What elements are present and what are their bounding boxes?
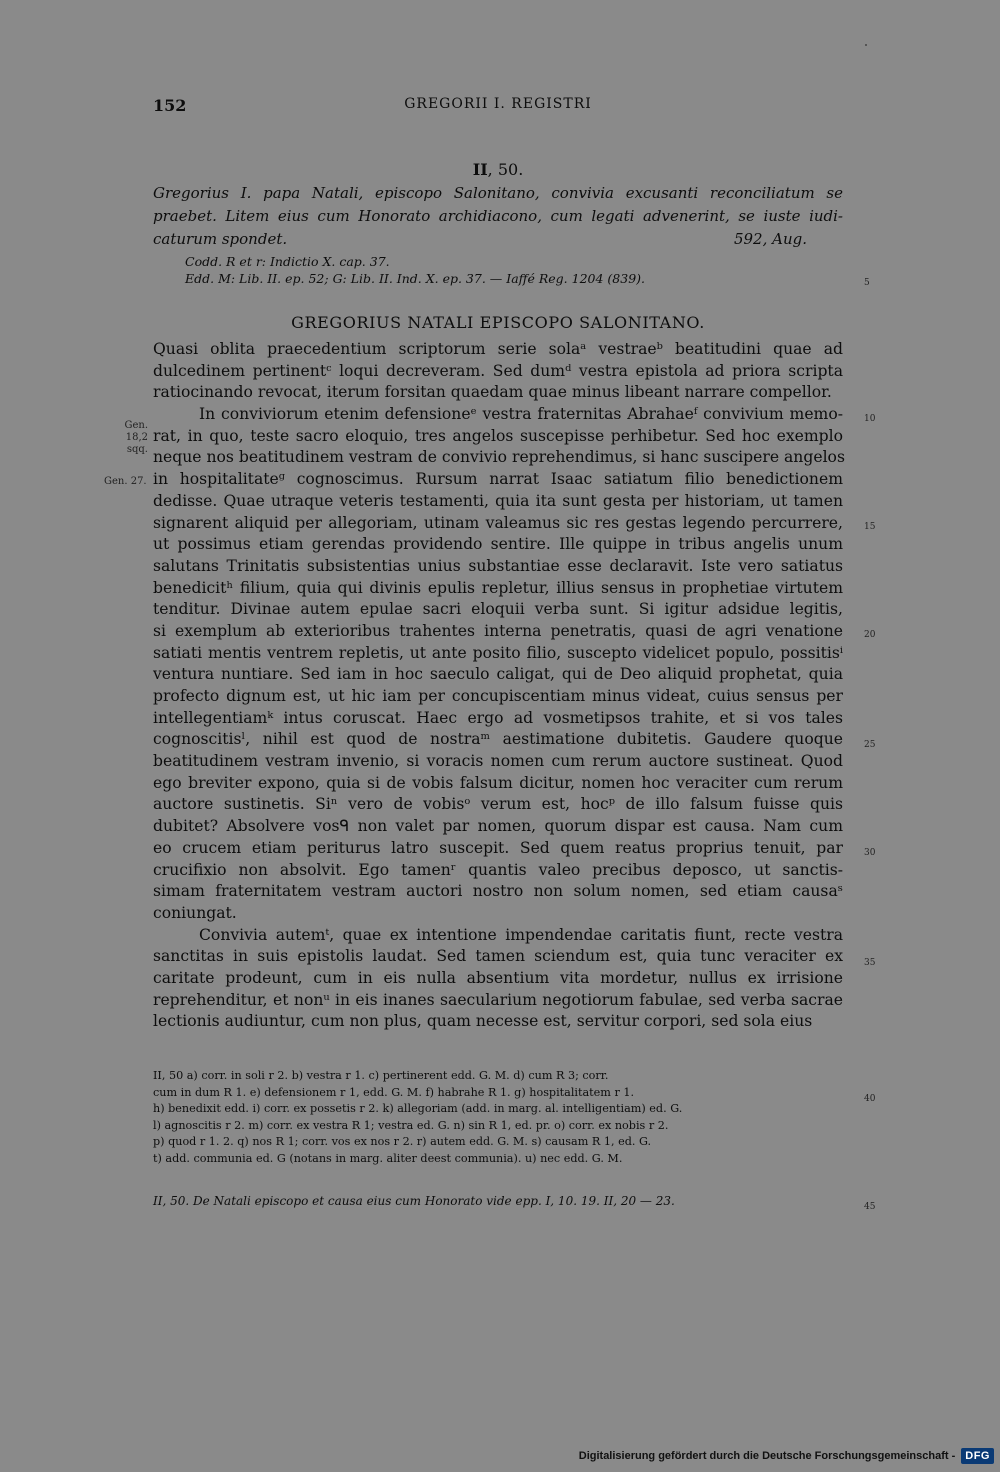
editions-line: Edd. M: Lib. II. ep. 52; G: Lib. II. Ind. X. ep. 37. — Iaffé Reg. 1204 (839). — [185, 271, 646, 286]
body-line: cognoscitisˡ, nihil est quod de nostraᵐ aestimatione dubitetis. Gaudere quoque — [153, 730, 843, 749]
epistle-book: II — [472, 160, 488, 179]
line-number: 5 — [864, 278, 870, 288]
body-line: coniungat. — [153, 903, 237, 922]
body-line: neque nos beatitudinem vestram de convivio reprehendimus, si hanc suscipere angelos — [153, 448, 845, 467]
line-number: 40 — [864, 1094, 876, 1104]
body-line: sanctitas in suis epistolis laudat. Sed tamen sciendum est, quia tunc veraciter ex — [153, 947, 843, 966]
critical-apparatus — [153, 1068, 843, 1167]
apparatus-line: p) quod r 1. 2. q) nos R 1; corr. vos ex nos r 2. r) autem edd. G. M. s) causam R 1, ed. G. — [153, 1135, 652, 1148]
body-line: ut possimus etiam gerendas providendo sentire. Ille quippe in tribus angelis unum — [153, 535, 843, 554]
summary-line-text: caturum spondet. — [153, 230, 288, 248]
body-line: in hospitalitateᵍ cognoscimus. Rursum narrat Isaac satiatum filio benedictionem — [153, 470, 843, 489]
body-line: In conviviorum etenim defensioneᵉ vestra fraternitas Abrahaeᶠ convivium memo- — [199, 405, 843, 424]
line-number: 45 — [864, 1202, 876, 1212]
running-title: GREGORII I. REGISTRI — [404, 96, 592, 112]
body-line: tenditur. Divinae autem epulae sacri eloquii verba sunt. Si igitur adsidue legitis, — [153, 600, 843, 619]
body-line: ventura nuntiare. Sed iam in hoc saeculo caligat, qui de Deo aliquid prophetat, quia — [153, 665, 843, 684]
body-line: ego breviter expono, quia si de vobis falsum dicitur, nomen hoc veraciter cum rerum — [153, 773, 843, 792]
line-number: 10 — [864, 414, 876, 424]
apparatus-line: II, 50 a) corr. in soli r 2. b) vestra r 1. c) pertinerent edd. G. M. d) cum R 3; corr. — [153, 1069, 609, 1082]
line-number: 35 — [864, 958, 876, 968]
body-line: Quasi oblita praecedentium scriptorum serie solaᵃ vestraeᵇ beatitudini quae ad — [153, 340, 843, 358]
credit-text: Digitalisierung gefördert durch die Deutsche Forschungsgemeinschaft - — [578, 1450, 956, 1462]
body-line: si exemplum ab exterioribus trahentes interna penetratis, quasi de agri venatione — [153, 621, 843, 640]
historical-note: II, 50. De Natali episcopo et causa eius cum Honorato vide epp. I, 10. 19. II, 20 — 23. — [153, 1194, 675, 1208]
scan-speck — [865, 44, 867, 46]
body-line: intellegentiamᵏ intus coruscat. Haec ergo ad vosmetipsos trahite, et si vos tales — [153, 708, 843, 727]
epistle-index: , 50. — [487, 160, 524, 179]
apparatus-line: t) add. communia ed. G (notans in marg. aliter deest communia). u) nec edd. G. M. — [153, 1151, 623, 1165]
body-line: profecto dignum est, ut hic iam per concupiscentiam minus videat, cuius sensus per — [153, 687, 843, 705]
body-line: crucifixio non absolvit. Ego tamenʳ quantis valeo precibus deposco, ut sanctis- — [153, 860, 843, 879]
body-line: eo crucem etiam periturus latro suscepit. Sed quem reatus proprius tenuit, par — [153, 838, 843, 857]
page-number: 152 — [153, 96, 187, 115]
body-line: auctore sustinetis. Siⁿ vero de vobisᵒ verum est, hocᵖ de illo falsum fuisse quis — [153, 795, 843, 814]
body-line: dulcedinem pertinentᶜ loqui decreveram. Sed dumᵈ vestra epistola ad priora scripta — [153, 361, 843, 380]
body-line: beatitudinem vestram invenio, si voracis nomen cum rerum auctore sustineat. Quod — [153, 752, 843, 771]
body-line: dedisse. Quae utraque veteris testamenti, quia ita sunt gesta per historiam, ut tamen — [153, 491, 843, 510]
line-number: 30 — [864, 848, 876, 858]
body-line: satiati mentis ventrem repletis, ut ante posito filio, suscepto videlicet populo, possitisⁱ — [153, 643, 843, 662]
dfg-logo: DFG — [961, 1448, 994, 1464]
letter-heading: GREGORIUS NATALI EPISCOPO SALONITANO. — [291, 313, 705, 332]
body-line: simam fraternitatem vestram auctori nostro non solum nomen, sed etiam causaˢ — [153, 882, 843, 901]
running-head — [153, 96, 843, 120]
summary-line: Gregorius I. papa Natali, episcopo Salonitano, convivia excusanti reconciliatum se — [153, 184, 843, 202]
margin-reference: Gen. 18,2 sqq. — [124, 420, 148, 455]
line-number: 25 — [864, 740, 876, 750]
apparatus-line: h) benedixit edd. i) corr. ex possetis r 2. k) allegoriam (add. in marg. al. intelligentiam) ed. G. — [153, 1102, 683, 1115]
codices-info — [153, 253, 843, 287]
body-line: signarent aliquid per allegoriam, utinam valeamus sic res gestas legendo percurrere, — [153, 513, 843, 532]
epistle-number — [153, 160, 843, 179]
body-line: benedicitʰ filium, quia qui divinis epulis repletur, illius sensus in prophetiae virtutem — [153, 578, 843, 597]
body-line: caritate prodeunt, cum in eis nulla absentium vita mordetur, nullus ex irrisione — [153, 968, 843, 987]
apparatus-line: l) agnoscitis r 2. m) corr. ex vestra R 1; vestra ed. G. n) sin R 1, ed. pr. o) corr. ex nobis r 2. — [153, 1118, 669, 1132]
summary-date: 592, Aug. — [733, 230, 807, 248]
letter-body — [153, 339, 843, 1033]
epistle-summary — [153, 182, 843, 251]
apparatus-line: cum in dum R 1. e) defensionem r 1, edd. G. M. f) habrahe R 1. g) hospitalitatem r 1. — [153, 1085, 635, 1099]
digitization-credit — [579, 1446, 994, 1466]
margin-reference: Gen. 27. — [104, 476, 147, 487]
codices-line: Codd. R et r: Indictio X. cap. 37. — [185, 254, 390, 269]
body-line: rat, in quo, teste sacro eloquio, tres angelos suscepisse perhibetur. Sed hoc exemplo — [153, 426, 843, 445]
body-line: lectionis audiuntur, cum non plus, quam necesse est, servitur corpori, sed sola eius — [153, 1012, 813, 1031]
line-number: 15 — [864, 522, 876, 532]
body-line: Convivia autemᵗ, quae ex intentione impendendae caritatis fiunt, recte vestra — [199, 925, 843, 944]
summary-line: praebet. Litem eius cum Honorato archidiacono, cum legati advenerint, se iuste iudi- — [153, 207, 843, 225]
body-line: dubitet? Absolvere vosᑫ non valet par nomen, quorum dispar est causa. Nam cum — [153, 817, 843, 836]
body-line: ratiocinando revocat, iterum forsitan quaedam quae minus libeant narrare compellor. — [153, 383, 832, 402]
line-number: 20 — [864, 630, 876, 640]
body-line: reprehenditur, et nonᵘ in eis inanes saecularium negotiorum fabulae, sed verba sacrae — [153, 990, 843, 1009]
body-line: salutans Trinitatis subsistentias unius substantiae esse declaravit. Iste vero satiatus — [153, 556, 843, 575]
summary-line — [153, 228, 843, 251]
